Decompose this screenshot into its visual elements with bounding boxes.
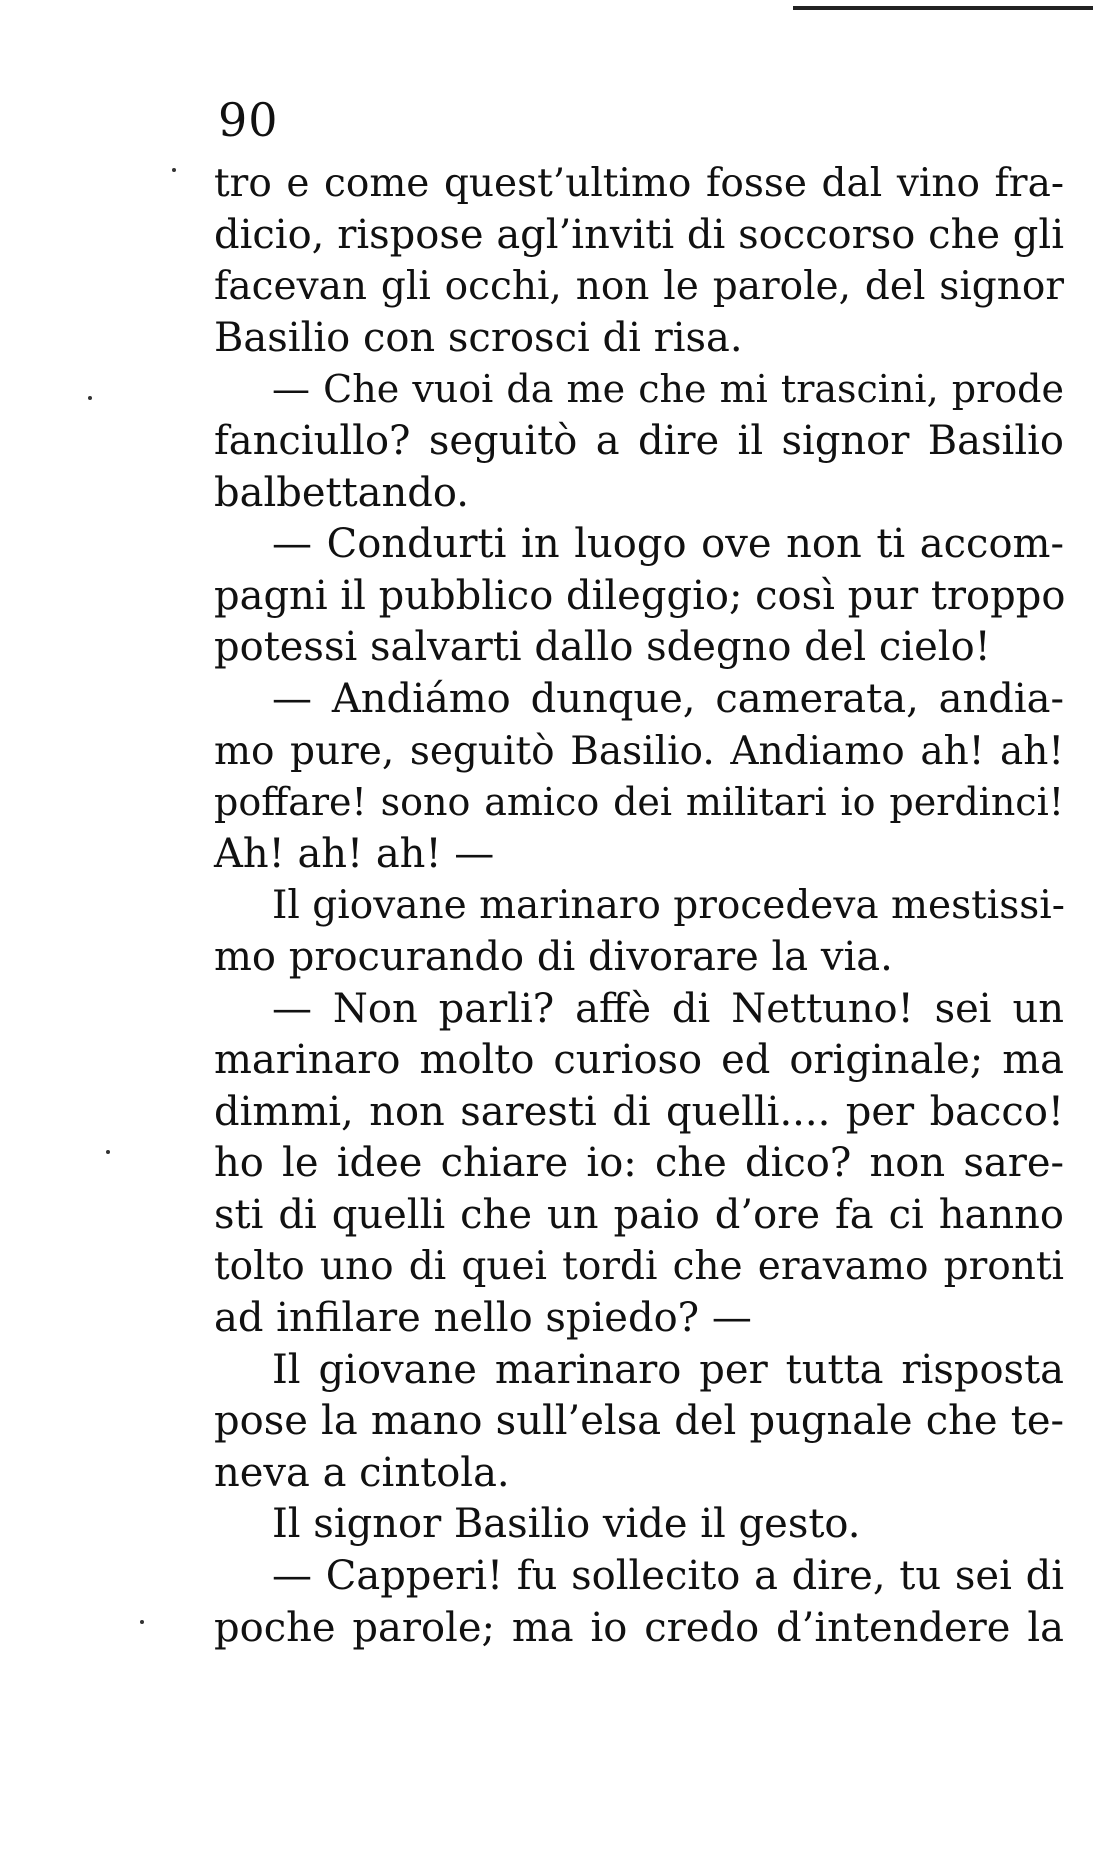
text-line: marinaro molto curioso ed originale; ma	[214, 1037, 1064, 1084]
text-line: — Condurti in luogo ove non ti accom-	[272, 521, 1064, 568]
text-line: tro e come quest’ultimo fosse dal vino fra-	[214, 161, 1064, 206]
top-rule	[793, 6, 1093, 10]
text-line: balbettando.	[214, 469, 469, 516]
print-speck	[140, 1620, 144, 1624]
text-line: potessi salvarti dallo sdegno del cielo!	[214, 624, 991, 671]
page-number: 90	[218, 93, 279, 147]
text-line: — Capperi! fu sollecito a dire, tu sei di	[272, 1553, 1064, 1600]
text-line: fanciullo? seguitò a dire il signor Basilio	[214, 417, 1064, 464]
print-speck	[88, 396, 92, 400]
text-line: sti di quelli che un paio d’ore fa ci hanno	[214, 1191, 1064, 1238]
text-line: Il giovane marinaro procedeva mestissi-	[272, 883, 1065, 929]
body-text	[214, 158, 1064, 1654]
text-line: — Non parli? affè di Nettuno! sei un	[272, 985, 1064, 1032]
text-line: neva a cintola.	[214, 1449, 510, 1496]
text-line: mo procurando di divorare la via.	[214, 933, 893, 980]
text-line: tolto uno di quei tordi che eravamo pronti	[214, 1244, 1064, 1290]
text-line: facevan gli occhi, non le parole, del signor	[214, 264, 1064, 310]
text-line: dimmi, non saresti di quelli.... per bacco!	[214, 1088, 1064, 1135]
text-line: Basilio con scrosci di risa.	[214, 314, 743, 361]
text-line: poche parole; ma io credo d’intendere la	[214, 1604, 1064, 1651]
text-line: pagni il pubblico dileggio; così pur troppo	[214, 572, 1066, 619]
text-line: Ah! ah! ah! —	[214, 830, 495, 877]
text-line: poffare! sono amico dei militari io perdinci!	[214, 780, 1064, 825]
text-line: — Che vuoi da me che mi trascini, prode	[272, 367, 1064, 412]
text-line: ad infilare nello spiedo? —	[214, 1295, 752, 1342]
text-line: mo pure, seguitò Basilio. Andiamo ah! ah!	[214, 728, 1064, 774]
text-line: pose la mano sull’elsa del pugnale che te-	[214, 1398, 1064, 1445]
text-line: Il giovane marinaro per tutta risposta	[272, 1346, 1064, 1393]
text-line: — Andiámo dunque, camerata, andia-	[272, 675, 1064, 722]
text-line: dicio, rispose agl’inviti di soccorso che gli	[214, 211, 1064, 258]
print-speck	[106, 1150, 110, 1154]
text-line: ho le idee chiare io: che dico? non sare-	[214, 1140, 1064, 1187]
text-line: Il signor Basilio vide il gesto.	[272, 1501, 861, 1548]
print-speck	[172, 168, 176, 172]
